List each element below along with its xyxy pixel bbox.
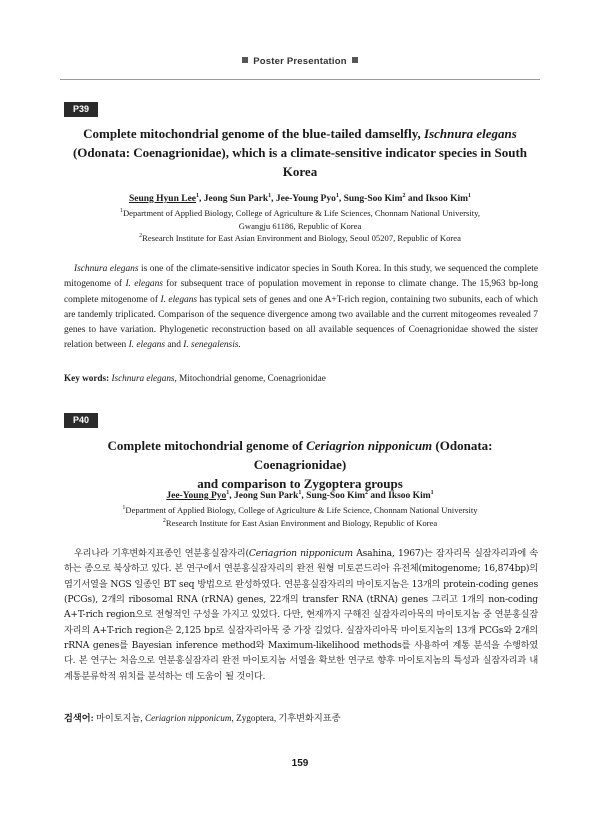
presenting-author: Jee-Young Pyo [166, 491, 227, 501]
p40-keywords: 검색어: 마이토지놈, Ceriagrion nipponicum, Zygoptera, 기후변화지표종 [64, 713, 341, 723]
page-number: 159 [291, 758, 309, 769]
section-header [0, 56, 600, 67]
p40-affiliations: $^1$Department of Applied Biology, College of Agriculture & Life Science, Chonnam National University $^2$Research Institute for East Asian Environment and Biology, Republic of Korea [122, 505, 478, 528]
p39-authors: Seung Hyun Lee$^1$, Jeong Sun Park$^1$, Jee-Young Pyo$^1$, Sung-Soo Kim$^2$ and Iksoo Kim$^1$ [128, 192, 472, 204]
p40-authors: Jee-Young Pyo$^1$, Jeong Sun Park$^1$, Sung-Soo Kim$^2$ and Iksoo Kim$^1$ [166, 489, 434, 501]
presenting-author: Seung Hyun Lee [128, 194, 197, 204]
poster-badge-p40: P40 [64, 413, 98, 428]
p39-keywords: Key words: Ischnura elegans, Mitochondrial genome, Coenagrionidae [64, 373, 326, 383]
p40-abstract: 우리나라 기후변화지표종인 연분홍실잠자리(Ceriagrion nipponicum Asahina, 1967)는 잠자리목 실잠자리과에 속하는 종으로 북상하고 있다. 본 연구에서 연분홍실잠자리의 완전 원형 미토콘드리아 유전체(mitogenome; 16,874bp)의 염기서열을 NGS 일종인 BT seq 방법으로 완성하였다. 연분홍실잠자리의 마이토지놈은 13개의 protein-coding genes (PCGs), 2개의 ribosomal RNA (rRNA) genes, 22개의 transfer RNA (tRNA) genes 그리고 1개의 non-coding A+T-rich region으로 전형적인 구성을 가지고 있었다. 다만, 현재까지 구해진 실잠자리아목의 마이토지놈 중 연분홍실잠자리의 A+T-rich region은 2,125 bp로 실잠자리아목 중 가장 길었다. 실잠자리아목 마이토지놈의 13개 PCGs와 2개의 rRNA genes를 Bayesian inference method와 Maximum-likelihood methods를 사용하여 계통 분석을 수행하였다. 본 연구는 처음으로 연분홍실잠자리 완전 마이토지놈 서열을 확보한 연구로 향후 마이토지놈의 특성과 실잠자리과 내 계통분류학적 위치를 분석하는 데 도움이 될 것이다. [64, 548, 538, 682]
section-header-label: Poster Presentation [253, 56, 347, 67]
p39-affiliations: $^1$Department of Applied Biology, College of Agriculture & Life Sciences, Chonnam National University, Gwangju 61186, Republic of Korea $^2$Research Institute for East Asian Environment and Biology, Seoul 05207, Republic of Korea [119, 208, 481, 243]
square-bullet-icon [242, 57, 248, 63]
p39-title: Complete mitochondrial genome of the blue-tailed damselfly, Ischnura elegans (Odonata: Coenagrionidae), which is a climate-sensitive indicator species in South Korea [72, 126, 528, 179]
p39-title-species: Ischnura elegans [424, 126, 517, 141]
p39-abstract: Ischnura elegans is one of the climate-sensitive indicator species in South Korea. In this study, we sequenced the complete mitogenome of I. elegans for subsequent trace of population movement in reponse to climate change. The 15,963 bp-long complete mitogenome of I. elegans has typical sets of genes and one A+T-rich region, containing two subunits, each of which are tandemly triplicated. Comparison of the sequence divergence among two available and the current mitogeomes revealed 7 genes to have variation. Phylogenetic reconstruction based on all available sequences of Coenagrionidae showed the sister relation between I. elegans and I. senegalensis. [64, 264, 539, 351]
square-bullet-icon [352, 57, 358, 63]
header-rule [60, 79, 540, 80]
p40-title: Complete mitochondrial genome of Ceriagrion nipponicum (Odonata: Coenagrionidae) and comparison to Zygoptera groups [107, 438, 493, 491]
poster-badge-p39: P39 [64, 102, 98, 117]
p40-title-species: Ceriagrion nipponicum [306, 438, 433, 453]
